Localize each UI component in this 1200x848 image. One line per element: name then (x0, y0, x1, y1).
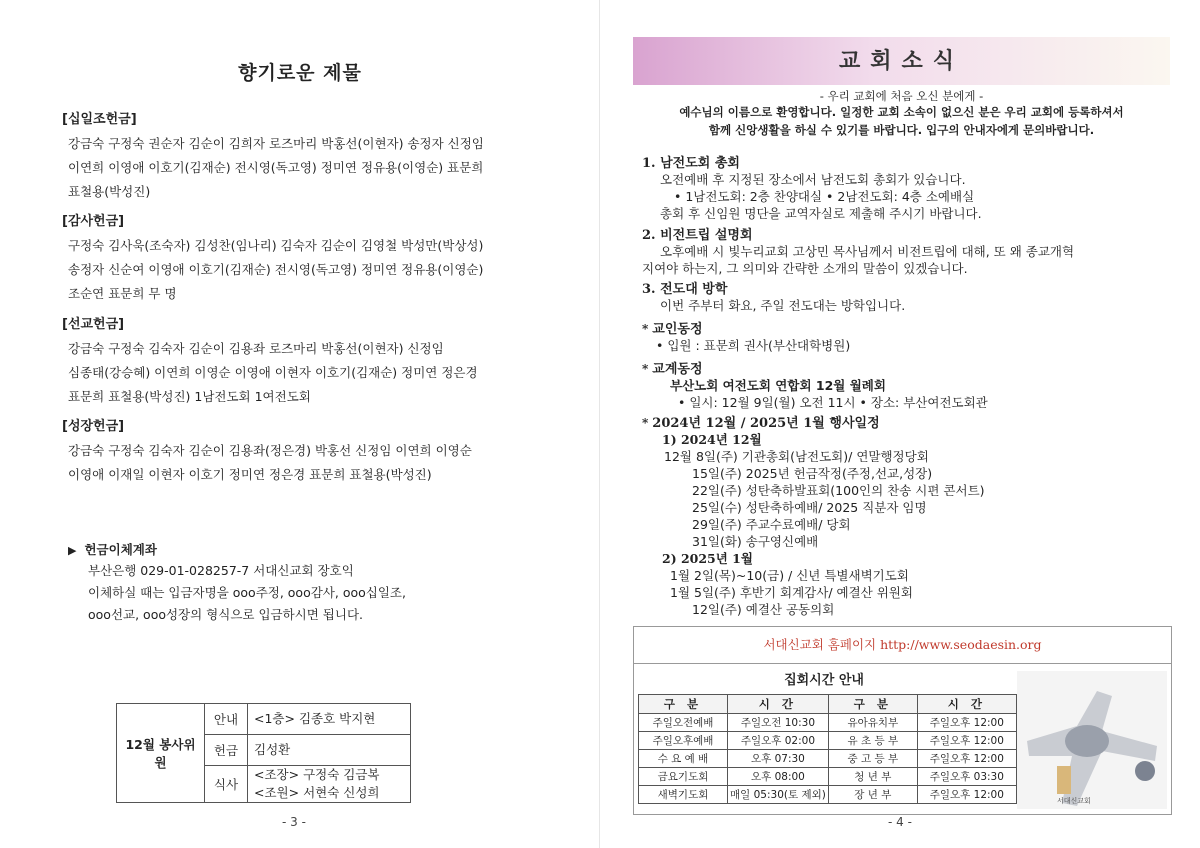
table-row (639, 732, 1017, 750)
news-line: • 입원 : 표문희 권사(부산대학병원) (656, 338, 851, 353)
donor-line: 구정숙 김사욱(조숙자) 김성찬(임나리) 김숙자 김순이 김영철 박성만(박상성) (68, 238, 484, 253)
news-heading-text: 교인동정 (652, 322, 703, 337)
schedule-heading-text: 2024년 12월 / 2025년 1월 행사일정 (652, 416, 880, 431)
table-row (639, 786, 1017, 804)
table-cell: 주일오후 02:00 (728, 732, 829, 750)
donor-line: 강금숙 구정숙 김숙자 김순이 김용좌 로즈마리 박홍선(이현자) 신정임 (68, 341, 444, 356)
schedule-line: 12일(주) 예결산 공동의회 (692, 602, 835, 617)
news-line: • 일시: 12월 9일(월) 오전 11시 • 장소: 부산여전도회관 (678, 395, 988, 410)
schedule-line: 29일(주) 주교수료예배/ 당회 (692, 517, 851, 532)
schedule-heading (642, 412, 1172, 431)
news-heading: 3. 전도대 방학 (642, 282, 728, 297)
table-row (639, 750, 1017, 768)
volunteer-names (248, 766, 411, 803)
table-cell: 금요기도회 (639, 768, 728, 786)
schedule-line: 22일(주) 성탄축하발표회(100인의 찬송 시편 콘서트) (692, 483, 985, 498)
offering-section-tithe (62, 108, 562, 204)
schedule-line: 25일(수) 성탄축하예배/ 2025 직분자 임명 (692, 500, 927, 515)
volunteer-role: 식사 (205, 766, 248, 803)
table-cell: 오후 08:00 (728, 768, 829, 786)
section-heading: [성장헌금] (62, 419, 125, 434)
news-line: 오전예배 후 지정된 장소에서 남전도회 총회가 있습니다. (660, 172, 966, 187)
news-heading (642, 358, 1172, 377)
news-line: 총회 후 신임원 명단을 교역자실로 제출해 주시기 바랍니다. (660, 206, 982, 221)
member-news (642, 318, 1172, 354)
schedule-line: 15일(주) 2025년 헌금작정(주정,선교,성장) (692, 466, 933, 481)
asterisk-icon: * (642, 416, 649, 430)
table-cell: 주일오후 12:00 (917, 714, 1016, 732)
service-times-table (638, 694, 1017, 804)
table-cell: 유아유치부 (828, 714, 917, 732)
schedule-line: 12월 8일(주) 기관총회(남전도회)/ 연말행정당회 (664, 449, 929, 464)
donor-line: 이연희 이영애 이호기(김재순) 전시영(독고영) 정미연 정유용(이영순) 표문희 (68, 160, 484, 175)
volunteer-role: 헌금 (205, 735, 248, 766)
asterisk-icon: * (642, 362, 649, 376)
account-line: ooo선교, ooo성장의 형식으로 입금하시면 됩니다. (88, 607, 364, 622)
col-header: 구 분 (639, 695, 728, 714)
schedule-subheading: 1) 2024년 12월 (662, 432, 762, 447)
church-building-icon (1057, 766, 1071, 794)
news-heading: 2. 비전트립 설명회 (642, 228, 753, 243)
account-line: 부산은행 029-01-028257-7 서대신교회 장호익 (88, 563, 354, 578)
account-heading-text: 헌금이체계좌 (84, 542, 157, 557)
schedule-subheading: 2) 2025년 1월 (662, 551, 753, 566)
section-heading: [감사헌금] (62, 214, 125, 229)
offering-section-mission (62, 313, 562, 409)
volunteer-names (248, 735, 411, 766)
welcome-line: 함께 신앙생활을 하실 수 있기를 바랍니다. 입구의 안내자에게 문의바랍니다. (708, 123, 1095, 137)
volunteer-category: 12월 봉사위원 (117, 704, 205, 803)
page-title: 향기로운 제물 (238, 62, 362, 84)
volunteer-role: 안내 (205, 704, 248, 735)
col-header: 시 간 (728, 695, 829, 714)
donor-line: 표문희 표철용(박성진) 1남전도회 1여전도회 (68, 389, 311, 404)
table-cell: 오후 07:30 (728, 750, 829, 768)
news-item-3 (642, 278, 1172, 314)
map-vehicle-icon (1135, 761, 1155, 781)
table-cell: 주일오후 12:00 (917, 750, 1016, 768)
news-line: 지여야 하는지, 그 의미와 간략한 소개의 말씀이 있겠습니다. (642, 261, 968, 276)
donor-line: 송정자 신순여 이영애 이호기(김재순) 전시영(독고영) 정미연 정유용(이영순) (68, 262, 484, 277)
donor-line: 강금숙 구정숙 김숙자 김순이 김용좌(정은경) 박홍선 신정임 이연희 이영순 (68, 443, 472, 458)
table-cell: 중 고 등 부 (828, 750, 917, 768)
news-item-2 (642, 224, 1172, 277)
donor-line: 이영애 이재일 이현자 이호기 정미연 정은경 표문희 표철용(박성진) (68, 467, 432, 482)
news-heading-text: 교계동정 (652, 362, 703, 377)
event-schedule (642, 412, 1172, 618)
news-line: • 1남전도회: 2층 찬양대실 • 2남전도회: 4층 소예배실 (674, 189, 975, 204)
map-junction (1065, 725, 1109, 757)
welcome-line: 예수님의 이름으로 환영합니다. 일정한 교회 소속이 없으신 분은 우리 교회에 등록하셔서 (679, 105, 1124, 119)
offering-section-growth (62, 415, 562, 487)
account-info (68, 540, 406, 626)
news-item-1 (642, 152, 1172, 222)
offering-section-thanks (62, 210, 562, 306)
triangle-bullet-icon: ▶ (68, 544, 77, 557)
donor-line: 표철용(박성진) (68, 184, 151, 199)
table-cell: 주일오전 10:30 (728, 714, 829, 732)
news-banner: 교회소식 (633, 37, 1170, 85)
news-line: 이번 주부터 화요, 주일 전도대는 방학입니다. (660, 298, 906, 313)
table-row (639, 714, 1017, 732)
news-line: 오후예배 시 빛누리교회 고상민 목사님께서 비전트립에 대해, 또 왜 종교개혁 (660, 244, 1075, 259)
news-heading: 1. 남전도회 총회 (642, 156, 740, 171)
denomination-news (642, 358, 1172, 411)
volunteer-name: <1층> 김종호 박지현 (254, 711, 376, 726)
volunteer-table (116, 703, 411, 803)
page-number: - 4 - (888, 815, 912, 829)
section-heading: [십일조헌금] (62, 112, 137, 127)
info-box (633, 626, 1172, 815)
location-map (1017, 671, 1167, 809)
website-link[interactable]: 서대신교회 홈페이지 http://www.seodaesin.org (634, 627, 1171, 664)
table-cell: 새벽기도회 (639, 786, 728, 804)
table-row (639, 768, 1017, 786)
volunteer-name: 김성환 (254, 742, 291, 757)
donor-line: 조순연 표문희 무 명 (68, 286, 177, 301)
volunteer-name: <조원> 서현숙 신성희 (254, 785, 380, 800)
donor-line: 강금숙 구정숙 권순자 김순이 김희자 로즈마리 박홍선(이현자) 송정자 신정임 (68, 136, 484, 151)
welcome-heading: - 우리 교회에 처음 오신 분에게 - (819, 89, 984, 103)
volunteer-name: <조장> 구정숙 김금복 (254, 767, 380, 782)
account-heading (68, 540, 406, 558)
asterisk-icon: * (642, 322, 649, 336)
account-line: 이체하실 때는 입금자명을 ooo주정, ooo감사, ooo십일조, (88, 585, 406, 600)
col-header: 구 분 (828, 695, 917, 714)
table-cell: 주일오후 03:30 (917, 768, 1016, 786)
table-cell: 주일오후 12:00 (917, 732, 1016, 750)
donor-line: 심종태(강승혜) 이연희 이영순 이영애 이현자 이호기(김재순) 정미연 정은경 (68, 365, 478, 380)
col-header: 시 간 (917, 695, 1016, 714)
table-cell: 장 년 부 (828, 786, 917, 804)
volunteer-names (248, 704, 411, 735)
table-cell: 수 요 예 배 (639, 750, 728, 768)
schedule-line: 1월 2일(목)~10(금) / 신년 특별새벽기도회 (670, 568, 909, 583)
news-line: 부산노회 여전도회 연합회 12월 월례회 (670, 378, 886, 393)
table-cell: 주일오전예배 (639, 714, 728, 732)
table-cell: 주일오후예배 (639, 732, 728, 750)
news-heading (642, 318, 1172, 337)
service-times-title: 집회시간 안내 (784, 673, 864, 688)
section-heading: [선교헌금] (62, 317, 125, 332)
map-church-label: 서대신교회 (1057, 797, 1091, 805)
table-cell: 유 초 등 부 (828, 732, 917, 750)
page-number: - 3 - (282, 815, 306, 829)
table-cell: 청 년 부 (828, 768, 917, 786)
table-cell: 매일 05:30(토 제외) (728, 786, 829, 804)
table-cell: 주일오후 12:00 (917, 786, 1016, 804)
schedule-line: 31일(화) 송구영신예배 (692, 534, 819, 549)
schedule-line: 1월 5일(주) 후반기 회계감사/ 예결산 위원회 (670, 585, 913, 600)
